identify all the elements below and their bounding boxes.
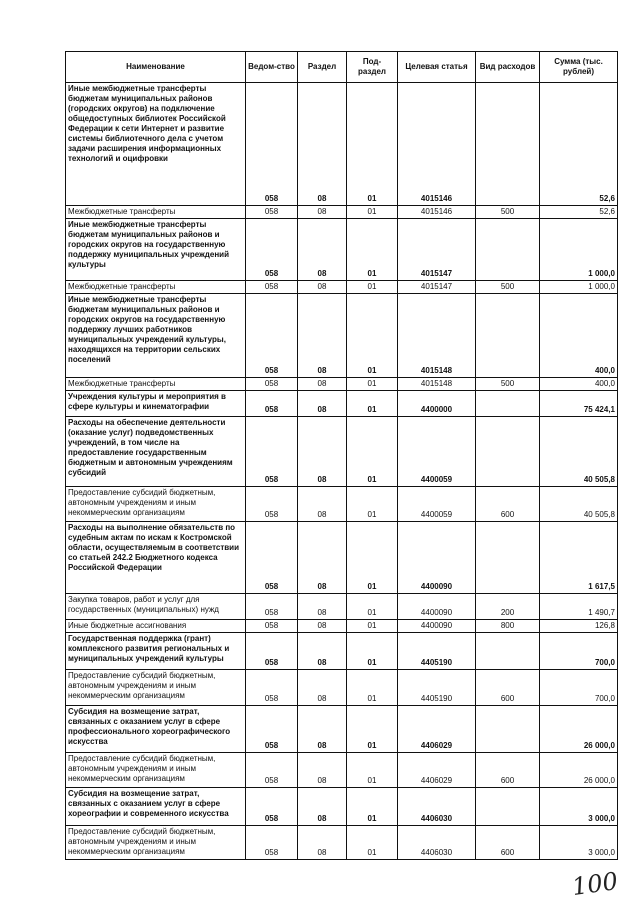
table-row	[66, 417, 618, 487]
cell-expense-type: 800	[476, 620, 540, 633]
cell-name: Предоставление субсидий бюджетным, автономным учреждениям и иным некоммерческим организациям	[66, 826, 246, 860]
cell-subsection: 01	[347, 670, 398, 706]
cell-expense-type	[476, 219, 540, 281]
cell-section: 08	[298, 206, 347, 219]
cell-sum: 700,0	[540, 633, 618, 670]
cell-article: 4400090	[398, 522, 476, 594]
header-section: Раздел	[298, 52, 347, 83]
cell-article: 4406030	[398, 788, 476, 826]
cell-dept: 058	[246, 594, 298, 620]
cell-name: Иные межбюджетные трансферты бюджетам муниципальных районов (городских округов) на подключение общедоступных библиотек Российской Федерации к сети Интернет и развитие системы библиотечного дела с учетом задачи расширения информационных технологий и оцифровки	[66, 83, 246, 206]
cell-article: 4015146	[398, 206, 476, 219]
cell-expense-type: 600	[476, 670, 540, 706]
cell-subsection: 01	[347, 788, 398, 826]
table-row	[66, 206, 618, 219]
cell-dept: 058	[246, 417, 298, 487]
cell-section: 08	[298, 417, 347, 487]
cell-dept: 058	[246, 753, 298, 788]
table-row	[66, 294, 618, 378]
cell-section: 08	[298, 294, 347, 378]
cell-sum: 1 000,0	[540, 281, 618, 294]
cell-section: 08	[298, 522, 347, 594]
cell-section: 08	[298, 620, 347, 633]
cell-section: 08	[298, 487, 347, 522]
cell-article: 4406030	[398, 826, 476, 860]
table-row	[66, 83, 618, 206]
table-row	[66, 826, 618, 860]
header-dept: Ведом-ство	[246, 52, 298, 83]
cell-expense-type	[476, 83, 540, 206]
cell-expense-type	[476, 294, 540, 378]
table-body	[66, 83, 618, 860]
cell-section: 08	[298, 378, 347, 391]
table-row	[66, 788, 618, 826]
cell-subsection: 01	[347, 281, 398, 294]
cell-name: Закупка товаров, работ и услуг для государственных (муниципальных) нужд	[66, 594, 246, 620]
cell-name: Субсидия на возмещение затрат, связанных с оказанием услуг в сфере хореографии и современного искусства	[66, 788, 246, 826]
header-name: Наименование	[66, 52, 246, 83]
cell-subsection: 01	[347, 487, 398, 522]
cell-sum: 3 000,0	[540, 788, 618, 826]
cell-article: 4406029	[398, 753, 476, 788]
cell-name: Иные межбюджетные трансферты бюджетам муниципальных районов и городских округов на государственную поддержку муниципальных учреждений культуры	[66, 219, 246, 281]
cell-sum: 75 424,1	[540, 391, 618, 417]
cell-sum: 1 000,0	[540, 219, 618, 281]
table-row	[66, 378, 618, 391]
cell-sum: 400,0	[540, 378, 618, 391]
cell-subsection: 01	[347, 620, 398, 633]
cell-subsection: 01	[347, 706, 398, 753]
cell-sum: 1 617,5	[540, 522, 618, 594]
cell-article: 4405190	[398, 670, 476, 706]
cell-name: Предоставление субсидий бюджетным, автономным учреждениям и иным некоммерческим организациям	[66, 670, 246, 706]
header-subsection: Под-раздел	[347, 52, 398, 83]
cell-article: 4400059	[398, 487, 476, 522]
cell-dept: 058	[246, 788, 298, 826]
cell-sum: 126,8	[540, 620, 618, 633]
cell-expense-type	[476, 633, 540, 670]
header-article: Целевая статья	[398, 52, 476, 83]
cell-dept: 058	[246, 522, 298, 594]
cell-name: Субсидия на возмещение затрат, связанных с оказанием услуг в сфере профессионального хореографического искусства	[66, 706, 246, 753]
cell-name: Иные межбюджетные трансферты бюджетам муниципальных районов и городских округов на государственную поддержку лучших работников муниципальных учреждений культуры, находящихся на территории сельских поселений	[66, 294, 246, 378]
table-row	[66, 620, 618, 633]
cell-expense-type: 500	[476, 378, 540, 391]
cell-sum: 52,6	[540, 83, 618, 206]
cell-dept: 058	[246, 83, 298, 206]
cell-sum: 400,0	[540, 294, 618, 378]
cell-article: 4015146	[398, 83, 476, 206]
cell-name: Межбюджетные трансферты	[66, 378, 246, 391]
header-expense-type: Вид расходов	[476, 52, 540, 83]
cell-sum: 3 000,0	[540, 826, 618, 860]
cell-sum: 40 505,8	[540, 417, 618, 487]
table-row	[66, 753, 618, 788]
cell-section: 08	[298, 281, 347, 294]
cell-sum: 26 000,0	[540, 706, 618, 753]
cell-article: 4015148	[398, 294, 476, 378]
cell-article: 4015148	[398, 378, 476, 391]
table-row	[66, 219, 618, 281]
cell-article: 4400059	[398, 417, 476, 487]
cell-expense-type: 600	[476, 753, 540, 788]
cell-subsection: 01	[347, 417, 398, 487]
table-row	[66, 594, 618, 620]
cell-dept: 058	[246, 826, 298, 860]
cell-expense-type	[476, 706, 540, 753]
cell-subsection: 01	[347, 594, 398, 620]
table-row	[66, 670, 618, 706]
cell-name: Предоставление субсидий бюджетным, автономным учреждениям и иным некоммерческим организациям	[66, 487, 246, 522]
cell-expense-type: 500	[476, 281, 540, 294]
table-row	[66, 633, 618, 670]
cell-dept: 058	[246, 378, 298, 391]
cell-dept: 058	[246, 670, 298, 706]
cell-section: 08	[298, 633, 347, 670]
cell-subsection: 01	[347, 378, 398, 391]
table-row	[66, 391, 618, 417]
cell-dept: 058	[246, 391, 298, 417]
cell-section: 08	[298, 826, 347, 860]
cell-subsection: 01	[347, 294, 398, 378]
table-row	[66, 281, 618, 294]
cell-article: 4405190	[398, 633, 476, 670]
cell-section: 08	[298, 706, 347, 753]
table-row	[66, 487, 618, 522]
cell-subsection: 01	[347, 522, 398, 594]
cell-section: 08	[298, 753, 347, 788]
cell-section: 08	[298, 670, 347, 706]
cell-section: 08	[298, 219, 347, 281]
cell-dept: 058	[246, 633, 298, 670]
header-sum: Сумма (тыс. рублей)	[540, 52, 618, 83]
budget-table	[65, 51, 618, 860]
cell-dept: 058	[246, 706, 298, 753]
cell-subsection: 01	[347, 219, 398, 281]
cell-name: Межбюджетные трансферты	[66, 281, 246, 294]
budget-table-container	[65, 51, 617, 860]
cell-dept: 058	[246, 620, 298, 633]
cell-article: 4406029	[398, 706, 476, 753]
cell-subsection: 01	[347, 206, 398, 219]
cell-subsection: 01	[347, 391, 398, 417]
table-row	[66, 522, 618, 594]
cell-article: 4015147	[398, 281, 476, 294]
cell-subsection: 01	[347, 753, 398, 788]
cell-section: 08	[298, 788, 347, 826]
cell-dept: 058	[246, 206, 298, 219]
cell-name: Иные бюджетные ассигнования	[66, 620, 246, 633]
cell-expense-type	[476, 391, 540, 417]
cell-sum: 1 490,7	[540, 594, 618, 620]
cell-section: 08	[298, 83, 347, 206]
cell-expense-type: 600	[476, 487, 540, 522]
cell-article: 4400000	[398, 391, 476, 417]
cell-sum: 700,0	[540, 670, 618, 706]
cell-name: Межбюджетные трансферты	[66, 206, 246, 219]
cell-dept: 058	[246, 294, 298, 378]
cell-expense-type: 600	[476, 826, 540, 860]
cell-sum: 26 000,0	[540, 753, 618, 788]
cell-subsection: 01	[347, 826, 398, 860]
cell-section: 08	[298, 594, 347, 620]
cell-dept: 058	[246, 219, 298, 281]
cell-article: 4400090	[398, 594, 476, 620]
cell-dept: 058	[246, 487, 298, 522]
table-header-row	[66, 52, 618, 83]
cell-sum: 40 505,8	[540, 487, 618, 522]
cell-subsection: 01	[347, 633, 398, 670]
cell-subsection: 01	[347, 83, 398, 206]
cell-name: Расходы на выполнение обязательств по судебным актам по искам к Костромской области, осуществляемым в соответствии со статьей 242.2 Бюджетного кодекса Российской Федерации	[66, 522, 246, 594]
page-number: 100	[570, 866, 620, 902]
cell-name: Предоставление субсидий бюджетным, автономным учреждениям и иным некоммерческим организациям	[66, 753, 246, 788]
cell-expense-type	[476, 522, 540, 594]
cell-name: Учреждения культуры и мероприятия в сфере культуры и кинематографии	[66, 391, 246, 417]
cell-section: 08	[298, 391, 347, 417]
cell-expense-type: 500	[476, 206, 540, 219]
cell-sum: 52,6	[540, 206, 618, 219]
cell-dept: 058	[246, 281, 298, 294]
cell-article: 4015147	[398, 219, 476, 281]
cell-expense-type: 200	[476, 594, 540, 620]
cell-expense-type	[476, 788, 540, 826]
cell-article: 4400090	[398, 620, 476, 633]
cell-expense-type	[476, 417, 540, 487]
cell-name: Расходы на обеспечение деятельности (оказание услуг) подведомственных учреждений, в том числе на предоставление государственным бюджетным и автономным учреждениям субсидий	[66, 417, 246, 487]
cell-name: Государственная поддержка (грант) комплексного развития региональных и муниципальных учреждений культуры	[66, 633, 246, 670]
table-row	[66, 706, 618, 753]
